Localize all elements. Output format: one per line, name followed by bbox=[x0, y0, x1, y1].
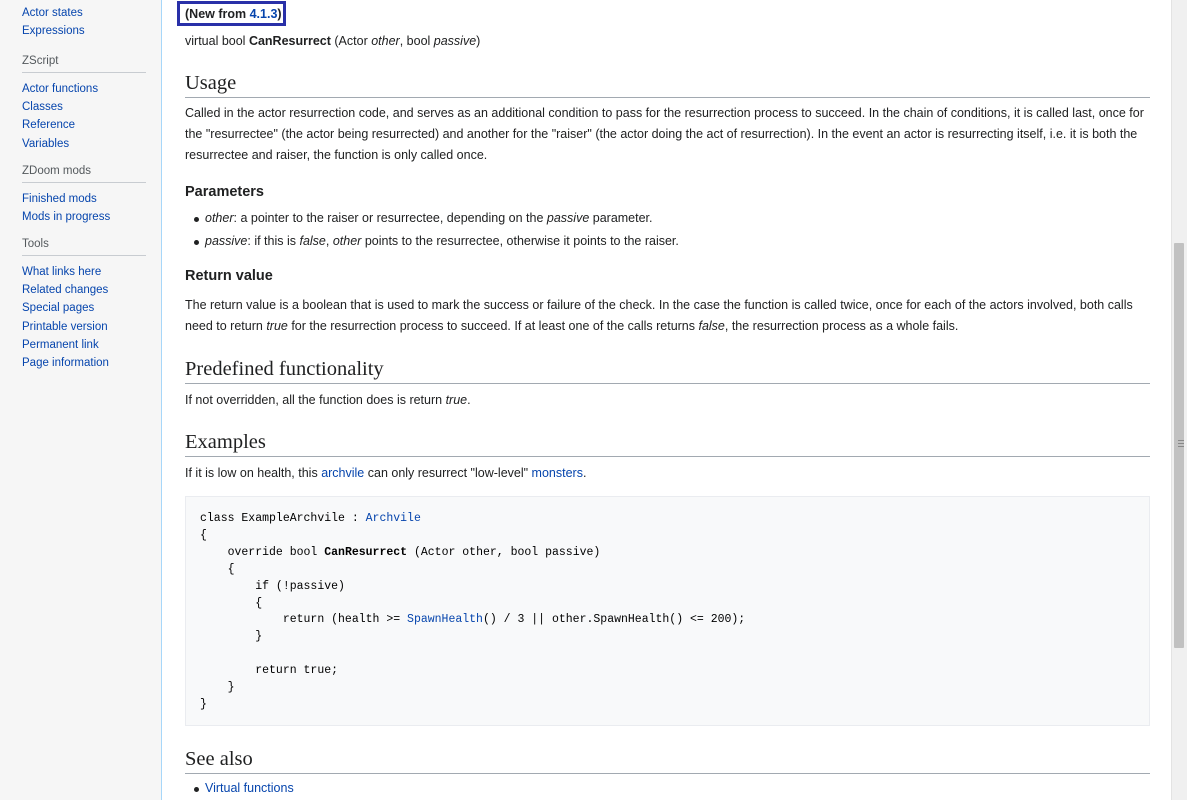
list-item bbox=[185, 230, 679, 253]
sidebar-item-actor-functions[interactable] bbox=[22, 80, 146, 98]
sidebar-link[interactable]: Related changes bbox=[22, 284, 109, 297]
sidebar-link[interactable]: Page information bbox=[22, 356, 109, 369]
sidebar-item-mods-in-progress[interactable] bbox=[22, 208, 146, 226]
monsters-link[interactable]: monsters bbox=[531, 466, 583, 480]
sidebar-link[interactable]: Permanent link bbox=[22, 338, 99, 351]
text-run: , the resurrection process as a whole fails. bbox=[724, 319, 959, 333]
heading-return-value: Return value bbox=[185, 268, 273, 284]
portal-heading-tools: Tools bbox=[22, 238, 146, 256]
sig-args-open: (Actor bbox=[330, 34, 372, 48]
param-text: points to the resurrectee, otherwise it points to the raiser. bbox=[361, 234, 679, 248]
bullet-icon bbox=[194, 217, 199, 222]
code-text: } bbox=[200, 697, 207, 711]
sidebar-item-classes[interactable] bbox=[22, 98, 146, 116]
return-value-text bbox=[185, 295, 1150, 337]
list-item bbox=[185, 207, 679, 230]
sidebar-item-actor-states[interactable] bbox=[22, 4, 146, 22]
text-run: can only resurrect "low-level" bbox=[364, 466, 532, 480]
code-text: override bool bbox=[200, 545, 325, 559]
sidebar-portal-zscript bbox=[22, 55, 146, 153]
code-block bbox=[185, 496, 1150, 726]
usage-text: Called in the actor resurrection code, and serves as an additional condition to pass for the resurrection process to succeed. In the chain of conditions, it is called last, once for the "resurrectee" (the actor being resurrected) and another for the "raiser" (the actor doing the act of resurrection). In the event an actor is resurrecting itself, i.e. it is both the resurrectee and raiser, the function is only called once. bbox=[185, 106, 1144, 162]
code-function-name: CanResurrect bbox=[324, 545, 408, 559]
sidebar-portal-tools bbox=[22, 238, 146, 372]
see-also-list bbox=[185, 777, 294, 800]
heading-examples: Examples bbox=[185, 430, 1150, 457]
thumb-grip-icon bbox=[1178, 440, 1184, 441]
sig-args-mid: , bool bbox=[399, 34, 434, 48]
sidebar-link[interactable]: Reference bbox=[22, 119, 76, 132]
version-link[interactable]: 4.1.3 bbox=[249, 7, 278, 21]
text-run: If not overridden, all the function does is return bbox=[185, 393, 446, 407]
code-text: { bbox=[200, 596, 263, 610]
vertical-scrollbar[interactable] bbox=[1171, 0, 1187, 800]
param-name: passive bbox=[205, 234, 248, 248]
sidebar-item-printable-version[interactable] bbox=[22, 318, 146, 336]
param-emphasis: false bbox=[299, 234, 326, 248]
sidebar-item-reference[interactable] bbox=[22, 116, 146, 134]
examples-text bbox=[185, 463, 1150, 484]
code-text: return (health >= bbox=[200, 613, 408, 627]
sidebar-link[interactable]: Finished mods bbox=[22, 193, 97, 205]
portal-heading-zscript: ZScript bbox=[22, 55, 146, 73]
text-run: . bbox=[467, 393, 471, 407]
heading-parameters: Parameters bbox=[185, 184, 264, 200]
sidebar-link[interactable]: Actor functions bbox=[22, 83, 99, 95]
param-text: : if this is bbox=[247, 234, 300, 248]
sidebar-link[interactable]: Classes bbox=[22, 101, 63, 114]
text-emphasis: true bbox=[266, 319, 288, 333]
sidebar-item-page-information[interactable] bbox=[22, 354, 146, 372]
sidebar-item-variables[interactable] bbox=[22, 135, 146, 153]
bullet-icon bbox=[194, 240, 199, 245]
sidebar-link[interactable]: Special pages bbox=[22, 302, 95, 315]
sidebar-link[interactable]: Variables bbox=[22, 137, 70, 150]
scrollbar-thumb[interactable] bbox=[1174, 243, 1184, 648]
list-item[interactable] bbox=[185, 777, 294, 800]
sig-arg-passive: passive bbox=[433, 34, 477, 48]
text-run: . bbox=[582, 466, 587, 480]
code-text: class ExampleArchvile : bbox=[200, 512, 366, 525]
heading-see-also: See also bbox=[185, 747, 1150, 774]
code-text: { bbox=[200, 528, 207, 542]
code-text: } bbox=[200, 681, 235, 695]
sidebar bbox=[0, 0, 161, 800]
heading-predefined-functionality: Predefined functionality bbox=[185, 357, 1150, 384]
sig-return-type: virtual bool bbox=[185, 34, 249, 48]
code-text: } bbox=[200, 630, 263, 644]
text-run: for the resurrection process to succeed. If at least one of the calls returns bbox=[287, 319, 699, 333]
code-text: (Actor other, bool passive) bbox=[407, 545, 601, 559]
param-name: other bbox=[205, 211, 234, 225]
sig-args-close: ) bbox=[476, 34, 481, 48]
code-text: return true; bbox=[200, 664, 339, 678]
sidebar-item-permanent-link[interactable] bbox=[22, 336, 146, 354]
parameters-list bbox=[185, 207, 679, 253]
function-signature bbox=[185, 34, 480, 48]
sidebar-link[interactable]: Printable version bbox=[22, 320, 108, 333]
sidebar-link[interactable]: Expressions bbox=[22, 25, 85, 38]
sidebar-link[interactable]: Actor states bbox=[22, 7, 83, 19]
param-text: , bbox=[325, 234, 333, 248]
text-emphasis: false bbox=[698, 319, 725, 333]
bullet-icon bbox=[194, 787, 199, 792]
code-text: { bbox=[200, 562, 235, 576]
archvile-link[interactable]: archvile bbox=[321, 466, 365, 480]
sig-arg-other: other bbox=[371, 34, 400, 48]
new-from-suffix: ) bbox=[277, 7, 282, 21]
param-text: : a pointer to the raiser or resurrectee, depending on the bbox=[233, 211, 547, 225]
sidebar-link[interactable]: Mods in progress bbox=[22, 211, 111, 224]
sidebar-item-special-pages[interactable] bbox=[22, 299, 146, 317]
code-text: if (!passive) bbox=[200, 579, 345, 593]
thumb-grip-icon bbox=[1178, 446, 1184, 447]
spawnhealth-link[interactable]: SpawnHealth bbox=[407, 613, 483, 627]
text-emphasis: true bbox=[445, 393, 468, 407]
sig-function-name: CanResurrect bbox=[248, 34, 331, 48]
heading-usage: Usage bbox=[185, 71, 1150, 98]
sidebar-item-finished-mods[interactable] bbox=[22, 190, 146, 208]
portal-heading-zdoom-mods: ZDoom mods bbox=[22, 165, 146, 183]
sidebar-portal-top bbox=[22, 4, 146, 40]
text-run: The return value is a boolean that is used to mark the success or failure of the check. In the case the function is called twice, once for each of the actors involved, both calls need to return bbox=[185, 298, 1133, 333]
param-emphasis: other bbox=[332, 234, 362, 248]
sidebar-item-what-links-here[interactable] bbox=[22, 263, 146, 281]
thumb-grip-icon bbox=[1178, 443, 1184, 444]
sidebar-item-related-changes[interactable] bbox=[22, 281, 146, 299]
archvile-class-link[interactable]: Archvile bbox=[365, 512, 421, 525]
predefined-text bbox=[185, 390, 1150, 411]
sidebar-item-expressions[interactable] bbox=[22, 22, 146, 40]
sidebar-portal-zdoom-mods bbox=[22, 165, 146, 226]
new-from-label bbox=[185, 7, 282, 21]
param-text: parameter. bbox=[589, 211, 653, 225]
new-from-prefix: (New from bbox=[185, 7, 250, 21]
param-emphasis: passive bbox=[546, 211, 590, 225]
virtual-functions-link[interactable]: Virtual functions bbox=[205, 781, 294, 795]
sidebar-link[interactable]: What links here bbox=[22, 266, 102, 278]
article-content bbox=[161, 0, 1173, 800]
code-text: () / 3 || other.SpawnHealth() <= 200); bbox=[482, 613, 746, 627]
text-run: If it is low on health, this bbox=[185, 466, 322, 480]
